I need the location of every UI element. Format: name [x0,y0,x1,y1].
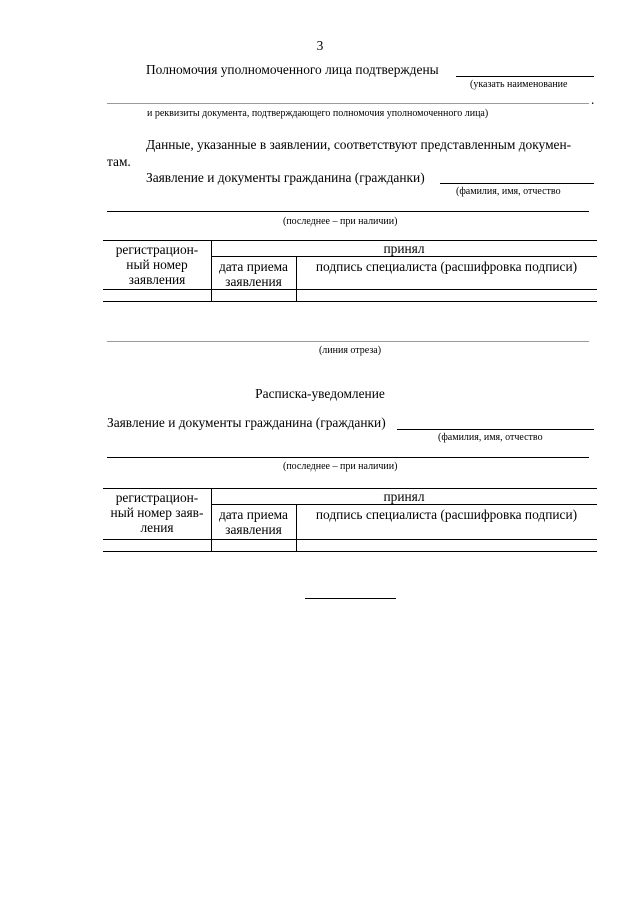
date-header: дата приема заявления [218,259,288,289]
receipt-name-fill-line [107,457,589,458]
receipt-title: Расписка-уведомление [255,386,385,401]
name-hint-1: (фамилия, имя, отчество [456,186,561,197]
receipt-accepted-header: принял [383,489,425,504]
name-fill-line [107,211,589,212]
authority-fill-line [456,76,594,77]
receipt-date-header: дата приема заявления [218,507,288,537]
data-text-line-1: Данные, указанные в заявлении, соответствуют представленным докумен- [146,137,572,152]
page-number: 3 [316,38,324,53]
statement-text: Заявление и документы гражданина (гражданки) [146,170,425,185]
name-hint-2: (последнее – при наличии) [283,216,398,227]
receipt-name-hint-1: (фамилия, имя, отчество [438,432,543,443]
authority-fill-line-2 [107,103,589,104]
receipt-reg-number-header: регистрацион- ный номер заяв- ления [110,490,204,535]
signature-header: подпись специалиста (расшифровка подписи) [315,259,578,274]
statement-fill-line [440,183,594,184]
authority-hint-2: и реквизиты документа, подтверждающего полномочия уполномоченного лица) [147,108,489,119]
cut-line [107,341,589,342]
end-separator [305,598,396,599]
authority-text: Полномочия уполномоченного лица подтверждены [146,62,439,77]
accepted-header: принял [383,241,425,256]
receipt-statement-text: Заявление и документы гражданина (гражданки) [107,415,386,430]
reg-number-header: регистрацион- ный номер заявления [115,242,199,287]
cut-line-label: (линия отреза) [318,345,382,356]
receipt-name-hint-2: (последнее – при наличии) [283,461,398,472]
data-text-line-2: там. [107,154,131,169]
receipt-statement-fill-line [397,429,594,430]
authority-hint-1: (указать наименование [470,79,568,90]
receipt-signature-header: подпись специалиста (расшифровка подписи) [315,507,578,522]
authority-period: . [591,92,595,107]
